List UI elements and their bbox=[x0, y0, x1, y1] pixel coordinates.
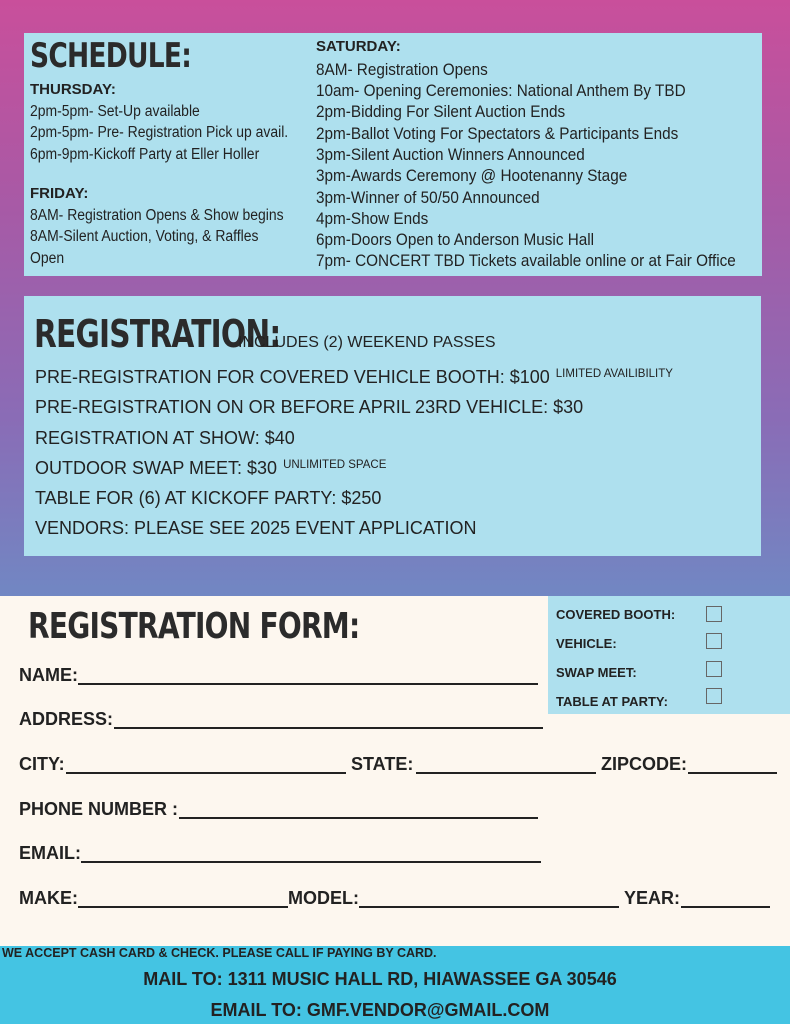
price-text: REGISTRATION AT SHOW: $40 bbox=[35, 428, 295, 448]
address-label: ADDRESS: bbox=[19, 709, 114, 729]
model-label: MODEL: bbox=[288, 888, 359, 908]
saturday-item: 10am- Opening Ceremonies: National Anthem By TBD bbox=[316, 81, 686, 100]
email-field[interactable] bbox=[81, 861, 541, 863]
saturday-heading: SATURDAY: bbox=[316, 38, 401, 55]
year-label: YEAR: bbox=[624, 888, 681, 908]
table-at-party-checkbox[interactable] bbox=[706, 688, 722, 704]
friday-item: Open bbox=[30, 250, 65, 267]
saturday-item: 3pm-Winner of 50/50 Announced bbox=[316, 188, 540, 207]
year-field[interactable] bbox=[681, 906, 770, 908]
friday-heading: FRIDAY: bbox=[30, 185, 89, 202]
make-label: MAKE: bbox=[19, 888, 78, 908]
thursday-item: 6pm-9pm-Kickoff Party at Eller Holler bbox=[30, 146, 260, 163]
payment-note: WE ACCEPT CASH CARD & CHECK. PLEASE CALL IF PAYING BY CARD. bbox=[2, 946, 437, 960]
option-label-covered-booth: COVERED BOOTH: bbox=[556, 607, 676, 622]
price-note: LIMITED AVAILIBILITY bbox=[555, 368, 673, 380]
thursday-heading: THURSDAY: bbox=[30, 81, 116, 98]
phone-label: PHONE NUMBER : bbox=[19, 799, 179, 819]
model-field[interactable] bbox=[359, 906, 619, 908]
registration-price-item bbox=[35, 458, 386, 479]
zipcode-field[interactable] bbox=[688, 772, 777, 774]
registration-price-item bbox=[35, 428, 295, 449]
saturday-item: 6pm-Doors Open to Anderson Music Hall bbox=[316, 230, 595, 249]
phone-field[interactable] bbox=[179, 817, 538, 819]
price-note: UNLIMITED SPACE bbox=[283, 459, 387, 471]
price-text: OUTDOOR SWAP MEET: $30 bbox=[35, 458, 278, 478]
state-label: STATE: bbox=[351, 754, 414, 774]
friday-item: 8AM-Silent Auction, Voting, & Raffles bbox=[30, 228, 259, 245]
zipcode-label: ZIPCODE: bbox=[601, 754, 688, 774]
price-text: VENDORS: PLEASE SEE 2025 EVENT APPLICATION bbox=[35, 518, 477, 538]
state-field[interactable] bbox=[416, 772, 596, 774]
saturday-item: 3pm-Awards Ceremony @ Hootenanny Stage bbox=[316, 166, 628, 185]
option-label-table-at-party: TABLE AT PARTY: bbox=[556, 694, 668, 709]
covered-booth-checkbox[interactable] bbox=[706, 606, 722, 622]
option-label-swap-meet: SWAP MEET: bbox=[556, 665, 637, 680]
thursday-item: 2pm-5pm- Pre- Registration Pick up avail. bbox=[30, 124, 289, 141]
address-field[interactable] bbox=[114, 727, 543, 729]
price-text: PRE-REGISTRATION ON OR BEFORE APRIL 23RD VEHICLE: $30 bbox=[35, 397, 584, 417]
saturday-item: 4pm-Show Ends bbox=[316, 209, 429, 228]
email-label: EMAIL: bbox=[19, 843, 81, 863]
registration-price-item bbox=[35, 397, 583, 418]
mail-to-address: MAIL TO: 1311 MUSIC HALL RD, HIAWASSEE GA 30546 bbox=[143, 969, 617, 989]
email-to-address: EMAIL TO: GMF.VENDOR@GMAIL.COM bbox=[210, 1000, 550, 1020]
option-label-vehicle: VEHICLE: bbox=[556, 636, 617, 651]
registration-price-item bbox=[35, 518, 477, 539]
saturday-item: 3pm-Silent Auction Winners Announced bbox=[316, 145, 585, 164]
name-label: NAME: bbox=[19, 665, 78, 685]
vehicle-checkbox[interactable] bbox=[706, 633, 722, 649]
saturday-item: 2pm-Ballot Voting For Spectators & Participants Ends bbox=[316, 124, 679, 143]
saturday-item: 8AM- Registration Opens bbox=[316, 60, 488, 79]
registration-price-item bbox=[35, 488, 381, 509]
thursday-item: 2pm-5pm- Set-Up available bbox=[30, 103, 200, 120]
saturday-item: 2pm-Bidding For Silent Auction Ends bbox=[316, 102, 566, 121]
city-field[interactable] bbox=[66, 772, 346, 774]
city-label: CITY: bbox=[19, 754, 65, 774]
schedule-title: SCHEDULE: bbox=[30, 36, 192, 76]
price-text: TABLE FOR (6) AT KICKOFF PARTY: $250 bbox=[35, 488, 382, 508]
make-field[interactable] bbox=[78, 906, 288, 908]
friday-item: 8AM- Registration Opens & Show begins bbox=[30, 207, 284, 224]
registration-title: REGISTRATION: bbox=[34, 312, 281, 356]
registration-price-item bbox=[35, 367, 673, 388]
registration-form-title: REGISTRATION FORM: bbox=[28, 606, 360, 647]
name-field[interactable] bbox=[78, 683, 538, 685]
price-text: PRE-REGISTRATION FOR COVERED VEHICLE BOOTH: $100 bbox=[35, 367, 550, 387]
saturday-item: 7pm- CONCERT TBD Tickets available online or at Fair Office bbox=[316, 251, 736, 270]
swap-meet-checkbox[interactable] bbox=[706, 661, 722, 677]
registration-subtitle: INCLUDES (2) WEEKEND PASSES bbox=[238, 334, 496, 351]
